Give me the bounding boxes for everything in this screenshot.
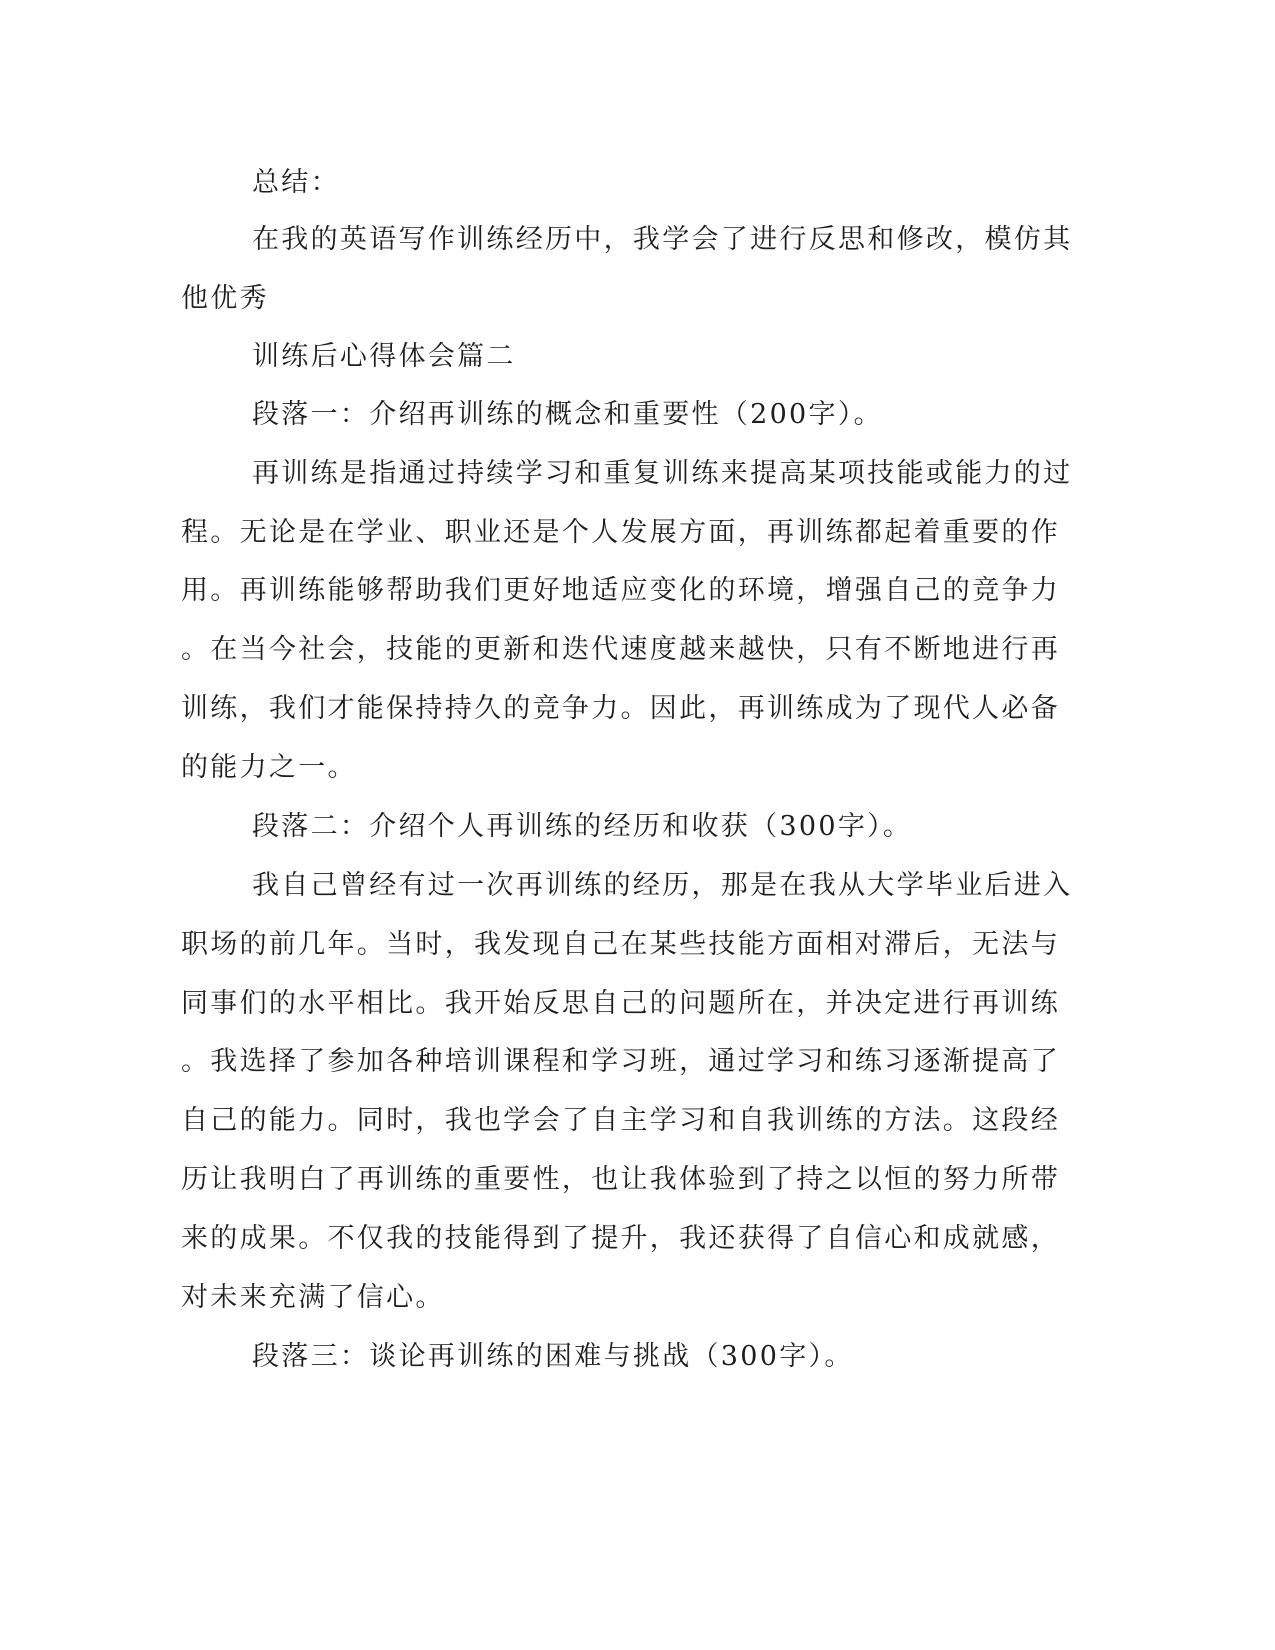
paragraph-line: 训练，我们才能保持持久的竞争力。因此，再训练成为了现代人必备 xyxy=(181,693,1060,724)
paragraph-line: 他优秀 xyxy=(181,283,269,314)
paragraph-line: 同事们的水平相比。我开始反思自己的问题所在，并决定进行再训练 xyxy=(181,988,1060,1019)
paragraph-line: 在我的英语写作训练经历中，我学会了进行反思和修改，模仿其 xyxy=(252,224,1073,255)
paragraph-line: 自己的能力。同时，我也学会了自主学习和自我训练的方法。这段经 xyxy=(181,1105,1060,1136)
paragraph-heading: 段落三：谈论再训练的困难与挑战（300字）。 xyxy=(252,1341,854,1372)
paragraph-line: 用。再训练能够帮助我们更好地适应变化的环境，增强自己的竞争力 xyxy=(181,575,1060,606)
paragraph-heading: 段落一：介绍再训练的概念和重要性（200字）。 xyxy=(252,399,883,430)
paragraph-heading: 段落二：介绍个人再训练的经历和收获（300字）。 xyxy=(252,811,913,842)
paragraph-line: 我自己曾经有过一次再训练的经历，那是在我从大学毕业后进入 xyxy=(252,870,1073,901)
paragraph-line: 。在当今社会，技能的更新和迭代速度越来越快，只有不断地进行再 xyxy=(181,634,1060,665)
section-title: 训练后心得体会篇二 xyxy=(252,341,516,372)
heading-summary: 总结： xyxy=(252,167,340,198)
paragraph-line: 。我选择了参加各种培训课程和学习班，通过学习和练习逐渐提高了 xyxy=(181,1046,1060,1077)
paragraph-line: 来的成果。不仅我的技能得到了提升，我还获得了自信心和成就感， xyxy=(181,1223,1060,1254)
paragraph-line: 程。无论是在学业、职业还是个人发展方面，再训练都起着重要的作 xyxy=(181,517,1060,548)
paragraph-line: 再训练是指通过持续学习和重复训练来提高某项技能或能力的过 xyxy=(252,458,1073,489)
paragraph-line: 的能力之一。 xyxy=(181,752,357,783)
paragraph-line: 职场的前几年。当时，我发现自己在某些技能方面相对滞后，无法与 xyxy=(181,929,1060,960)
paragraph-line: 对未来充满了信心。 xyxy=(181,1282,445,1313)
paragraph-line: 历让我明白了再训练的重要性，也让我体验到了持之以恒的努力所带 xyxy=(181,1164,1060,1195)
